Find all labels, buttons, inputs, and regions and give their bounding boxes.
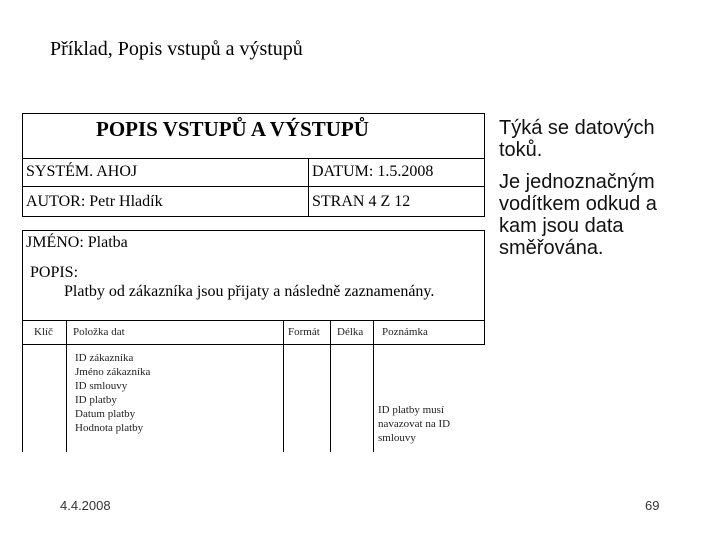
data-item: ID smlouvy xyxy=(75,380,128,392)
table-col-line xyxy=(330,320,331,452)
slide-title: Příklad, Popis vstupů a výstupů xyxy=(50,38,303,60)
table-header-format: Formát xyxy=(288,326,320,338)
form-header: POPIS VSTUPŮ A VÝSTUPŮ xyxy=(96,117,369,141)
form-border xyxy=(484,230,485,345)
table-col-line xyxy=(66,320,67,452)
data-item: Jméno zákazníka xyxy=(75,366,151,378)
form-border xyxy=(484,113,485,217)
bullet-list xyxy=(499,117,689,269)
table-col-line xyxy=(283,320,284,452)
bullet-item: Je jednoznačným vodítkem odkud a kam jsou data směřována. xyxy=(499,171,657,259)
footer-date: 4.4.2008 xyxy=(60,498,111,513)
form-date: DATUM: 1.5.2008 xyxy=(312,163,434,180)
form-divider xyxy=(308,158,309,216)
table-header-item: Položka dat xyxy=(73,326,125,338)
table-header-length: Délka xyxy=(337,326,364,338)
page-number: 69 xyxy=(645,498,660,513)
data-item: Datum platby xyxy=(75,408,136,420)
form-border xyxy=(22,230,23,452)
note-line: navazovat na ID xyxy=(378,418,451,430)
form-system: SYSTÉM. AHOJ xyxy=(26,163,138,180)
note-line: smlouvy xyxy=(378,432,416,444)
data-item: ID zákazníka xyxy=(75,352,134,364)
data-item: Hodnota platby xyxy=(75,422,144,434)
form-description-label: POPIS: xyxy=(30,264,79,281)
bullet-item: Týká se datových toků. xyxy=(499,117,655,161)
form-divider xyxy=(22,216,484,217)
data-item: ID platby xyxy=(75,394,117,406)
form-divider xyxy=(22,158,484,159)
form-border xyxy=(22,230,484,231)
table-header-key: Klíč xyxy=(34,326,53,338)
form-author: AUTOR: Petr Hladík xyxy=(26,193,163,210)
form-divider xyxy=(22,344,484,345)
form-divider xyxy=(22,320,484,321)
table-col-line xyxy=(373,320,374,452)
form-description-text: Platby od zákazníka jsou přijaty a následně zaznamenány. xyxy=(64,283,435,300)
note-line: ID platby musí xyxy=(378,404,444,416)
form-name: JMÉNO: Platba xyxy=(26,234,128,251)
form-border xyxy=(22,113,23,217)
table-header-note: Poznámka xyxy=(382,326,428,338)
form-border xyxy=(22,113,484,114)
form-divider xyxy=(22,186,484,187)
form-page: STRAN 4 Z 12 xyxy=(312,193,411,210)
